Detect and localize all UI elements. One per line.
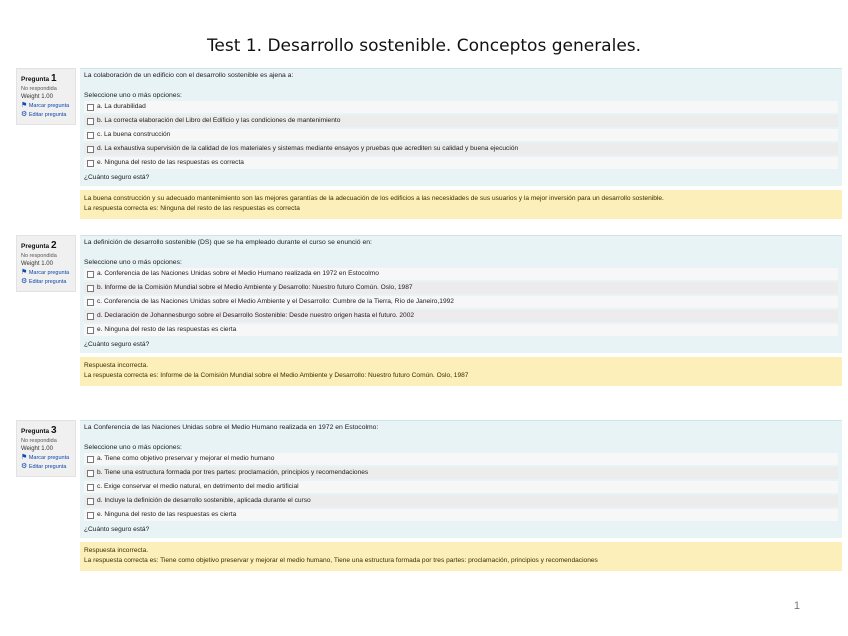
answer-option-b[interactable]: b. Informe de la Comisión Mundial sobre el Medio Ambiente y Desarrollo: Nuestro futuro Común. Oslo, 1987: [84, 282, 838, 294]
answer-option-b[interactable]: b. La correcta elaboración del Libro del Edificio y las condiciones de mantenimiento: [84, 115, 838, 127]
gear-icon: ⚙: [21, 111, 28, 119]
question-content: [80, 68, 842, 219]
answer-option-c[interactable]: c. La buena construcción: [84, 129, 838, 141]
certainty-label: ¿Cuánto seguro está?: [84, 174, 150, 181]
checkbox[interactable]: [87, 146, 94, 153]
answer-option-d[interactable]: d. Incluye la definición de desarrollo sostenible, aplicada durante el curso: [84, 495, 838, 507]
answer-option-e[interactable]: e. Ninguna del resto de las respuestas es cierta: [84, 324, 838, 336]
general-feedback: La buena construcción y su adecuado mantenimiento son las mejores garantías de la adecuación de los edificios a las necesidades de sus usuarios y la mejor inversión para un desarrollo sostenible.: [84, 195, 664, 202]
answer-option-a[interactable]: a. Tiene como objetivo preservar y mejorar el medio humano: [84, 453, 838, 465]
correct-answer: La respuesta correcta es: Tiene como objetivo preservar y mejorar el medio humano, Tiene una estructura formada por tres partes: proclamación, principios y recomendaciones: [84, 557, 598, 565]
checkbox[interactable]: [87, 271, 94, 278]
answer-option-b[interactable]: b. Tiene una estructura formada por tres partes: proclamación, principios y recomendaciones: [84, 467, 838, 479]
certainty-label: ¿Cuánto seguro está?: [84, 341, 150, 348]
answer-prompt: Seleccione uno o más opciones:: [84, 92, 182, 99]
checkbox[interactable]: [87, 484, 94, 491]
gear-icon: ⚙: [21, 278, 28, 286]
question-formulation: [80, 235, 842, 353]
checkbox[interactable]: [87, 160, 94, 167]
answer-option-e[interactable]: e. Ninguna del resto de las respuestas es correcta: [84, 157, 838, 169]
answer-prompt: Seleccione uno o más opciones:: [84, 259, 182, 266]
gear-icon: ⚙: [21, 463, 28, 471]
question-number: Pregunta 3: [21, 425, 57, 436]
checkbox[interactable]: [87, 299, 94, 306]
answer-option-d[interactable]: d. Declaración de Johannesburgo sobre el Desarrollo Sostenible: Desde nuestro origen hasta el futuro. 2002: [84, 310, 838, 322]
question-state: No respondida: [21, 85, 57, 92]
question-text: La Conferencia de las Naciones Unidas sobre el Medio Humano realizada en 1972 en Estocolmo:: [84, 424, 379, 431]
checkbox[interactable]: [87, 456, 94, 463]
question-text: La colaboración de un edificio con el desarrollo sostenible es ajena a:: [84, 72, 294, 79]
flag-icon: ⚑: [21, 269, 28, 277]
feedback-box: [80, 190, 842, 219]
flag-icon: ⚑: [21, 454, 28, 462]
question-content: [80, 420, 842, 571]
answer-option-a[interactable]: a. Conferencia de las Naciones Unidas sobre el Medio Humano realizada en 1972 en Estocolmo: [84, 268, 838, 280]
general-feedback: Respuesta incorrecta.: [84, 362, 149, 369]
question-info: [16, 235, 76, 292]
edit-question-link[interactable]: ⚙ Editar pregunta: [21, 278, 67, 286]
checkbox[interactable]: [87, 498, 94, 505]
question-number: Pregunta 1: [21, 73, 57, 84]
answer-prompt: Seleccione uno o más opciones:: [84, 444, 182, 451]
question-number: Pregunta 2: [21, 240, 57, 251]
question-weight: Weight 1.00: [21, 260, 53, 267]
general-feedback: Respuesta incorrecta.: [84, 547, 149, 554]
flag-icon: ⚑: [21, 102, 28, 110]
checkbox[interactable]: [87, 132, 94, 139]
feedback-box: [80, 542, 842, 571]
flag-question-link[interactable]: ⚑ Marcar pregunta: [21, 269, 70, 277]
flag-question-link[interactable]: ⚑ Marcar pregunta: [21, 102, 70, 110]
answer-option-e[interactable]: e. Ninguna del resto de las respuestas es cierta: [84, 509, 838, 521]
question-state: No respondida: [21, 437, 57, 444]
question-formulation: [80, 420, 842, 538]
checkbox[interactable]: [87, 327, 94, 334]
checkbox[interactable]: [87, 118, 94, 125]
checkbox[interactable]: [87, 313, 94, 320]
edit-question-link[interactable]: ⚙ Editar pregunta: [21, 463, 67, 471]
answer-option-c[interactable]: c. Exige conservar el medio natural, en detrimento del medio artificial: [84, 481, 838, 493]
page-number: 1: [793, 600, 800, 612]
question-weight: Weight 1.00: [21, 445, 53, 452]
feedback-box: [80, 357, 842, 386]
correct-answer: La respuesta correcta es: Ninguna del resto de las respuestas es correcta: [84, 205, 300, 213]
checkbox[interactable]: [87, 104, 94, 111]
answer-option-c[interactable]: c. Conferencia de las Naciones Unidas sobre el Medio Ambiente y el Desarrollo: Cumbre de la Tierra, Río de Janeiro,1992: [84, 296, 838, 308]
question-state: No respondida: [21, 252, 57, 259]
checkbox[interactable]: [87, 470, 94, 477]
question-formulation: [80, 68, 842, 186]
checkbox[interactable]: [87, 512, 94, 519]
flag-question-link[interactable]: ⚑ Marcar pregunta: [21, 454, 70, 462]
correct-answer: La respuesta correcta es: Informe de la Comisión Mundial sobre el Medio Ambiente y Desarrollo: Nuestro futuro Común. Oslo, 1987: [84, 372, 469, 380]
question-weight: Weight 1.00: [21, 93, 53, 100]
answer-option-d[interactable]: d. La exhaustiva supervisión de la calidad de los materiales y sistemas mediante ensayos y pruebas que acrediten su calidad y buena ejecución: [84, 143, 838, 155]
answer-option-a[interactable]: a. La durabilidad: [84, 101, 838, 113]
edit-question-link[interactable]: ⚙ Editar pregunta: [21, 111, 67, 119]
page-title: Test 1. Desarrollo sostenible. Conceptos generales.: [206, 36, 642, 56]
question-content: [80, 235, 842, 386]
question-info: [16, 68, 76, 125]
question-text: La definición de desarrollo sostenible (DS) que se ha empleado durante el curso se enunció en:: [84, 239, 372, 246]
certainty-label: ¿Cuánto seguro está?: [84, 526, 150, 533]
checkbox[interactable]: [87, 285, 94, 292]
question-info: [16, 420, 76, 477]
